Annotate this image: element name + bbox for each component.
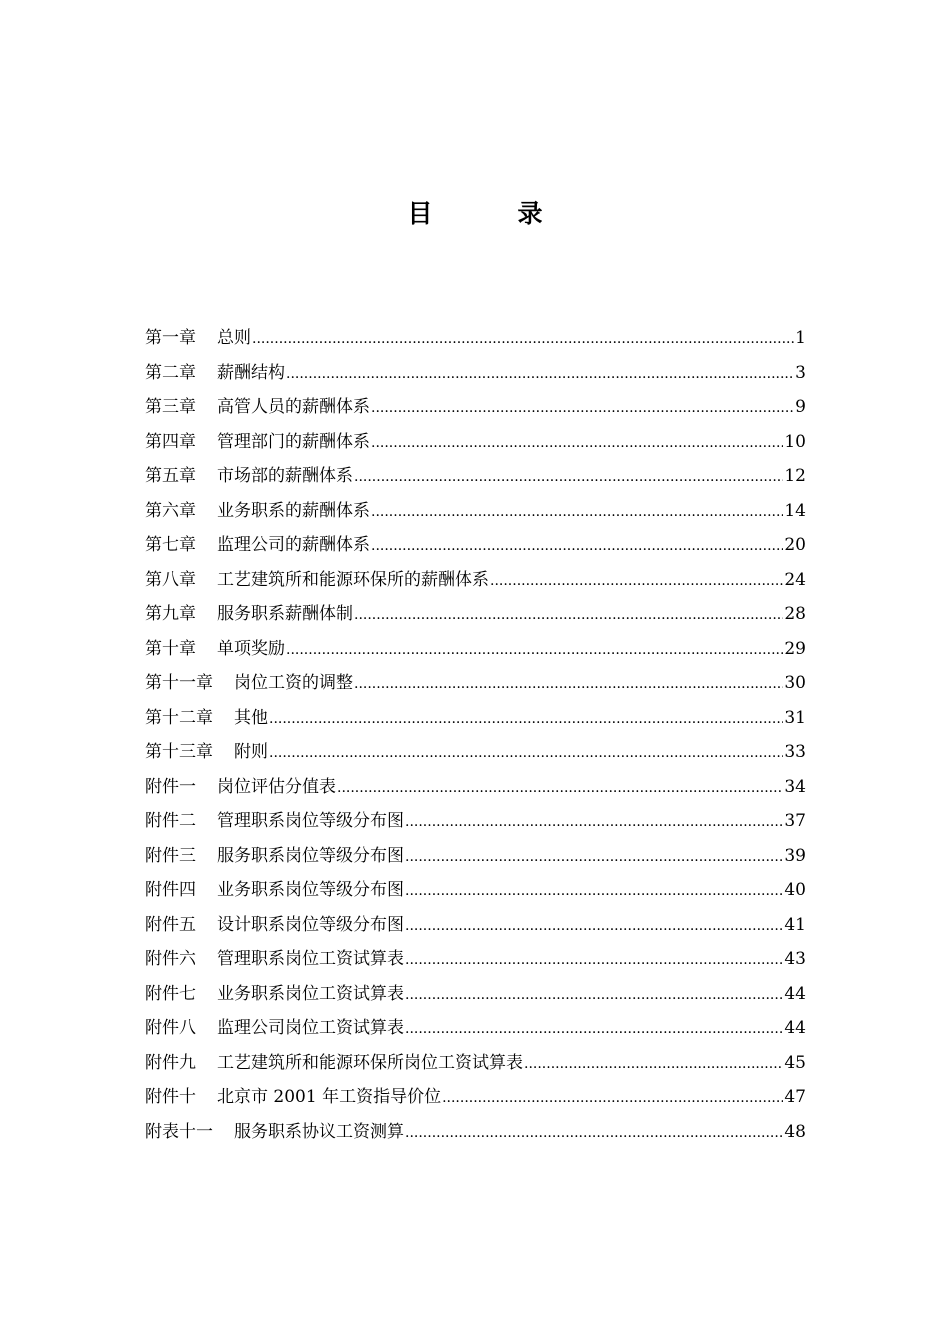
toc-entry[interactable] [145,1046,806,1081]
toc-entry-page-number: 37 [784,811,806,831]
toc-entry-title: 其他 [234,707,268,728]
toc-entry-page-number: 31 [784,707,806,728]
toc-dot-leader [405,873,783,909]
toc-entry-number: 第八章 [145,569,196,590]
toc-dot-leader [405,1115,783,1151]
toc-entry[interactable] [145,908,806,943]
toc-entry-number: 附件九 [145,1052,196,1073]
toc-entry-title: 业务职系的薪酬体系 [217,500,370,521]
toc-entry-number: 第十一章 [145,673,213,693]
toc-dot-leader [354,666,783,702]
toc-dot-leader [269,735,783,771]
toc-entry-page-number: 45 [784,1052,806,1073]
toc-entry-number: 附件一 [145,776,196,797]
toc-entry-page-number: 48 [784,1121,806,1142]
toc-entry-number: 附件三 [145,845,196,866]
toc-dot-leader [405,804,783,840]
toc-entry-title: 北京市 2001 年工资指导价位 [217,1087,442,1107]
toc-entry-number: 附件四 [145,880,196,900]
toc-entry-page-number: 30 [784,673,806,693]
toc-dot-leader [371,494,783,530]
toc-entry-number: 第十三章 [145,742,213,762]
toc-entry[interactable] [145,701,806,736]
toc-entry-title: 服务职系协议工资测算 [234,1121,404,1142]
toc-entry-title: 单项奖励 [217,638,285,659]
toc-entry[interactable] [145,632,806,667]
toc-entry-number: 第一章 [145,328,196,348]
toc-entry-number: 附表十一 [145,1121,213,1142]
toc-entry[interactable] [145,1080,806,1115]
toc-dot-leader [371,425,783,461]
toc-entry[interactable] [145,770,806,805]
toc-entry-title: 岗位评估分值表 [217,776,336,797]
toc-entry-number: 附件七 [145,983,196,1004]
toc-dot-leader [286,632,783,668]
toc-dot-leader [524,1046,783,1082]
toc-dot-leader [405,1011,783,1047]
toc-entry-number: 第十章 [145,638,196,659]
toc-dot-leader [490,563,783,599]
toc-entry[interactable] [145,597,806,632]
toc-entry[interactable] [145,563,806,598]
toc-entry-page-number: 1 [795,328,806,348]
toc-entry-title: 市场部的薪酬体系 [217,466,353,486]
toc-entry-title: 业务职系岗位等级分布图 [217,880,404,900]
toc-entry-page-number: 33 [784,742,806,762]
toc-entry-page-number: 34 [784,776,806,797]
toc-entry[interactable] [145,804,806,839]
toc-entry-title: 工艺建筑所和能源环保所的薪酬体系 [217,569,489,590]
toc-entry-page-number: 10 [784,431,806,452]
toc-dot-leader [371,528,783,564]
toc-entry[interactable] [145,390,806,425]
toc-entry-page-number: 12 [784,466,806,486]
toc-entry-number: 第四章 [145,431,196,452]
toc-entry-page-number: 28 [784,604,806,624]
toc-entry-number: 第三章 [145,397,196,417]
toc-entry-page-number: 3 [795,362,806,383]
toc-entry-number: 附件五 [145,914,196,935]
toc-entry[interactable] [145,356,806,391]
toc-entry-page-number: 41 [784,914,806,935]
toc-entry[interactable] [145,839,806,874]
toc-entry-number: 附件十 [145,1087,196,1107]
toc-dot-leader [252,321,794,357]
toc-entry-title: 薪酬结构 [217,362,285,383]
toc-entry[interactable] [145,942,806,977]
toc-dot-leader [405,839,783,875]
toc-dot-leader [442,1080,783,1116]
toc-entry-title: 高管人员的薪酬体系 [217,397,370,417]
toc-entry[interactable] [145,459,806,494]
toc-entry-number: 第二章 [145,362,196,383]
toc-entry-title: 附则 [234,742,268,762]
toc-entry-page-number: 43 [784,949,806,969]
toc-entry-title: 管理职系岗位工资试算表 [217,949,404,969]
toc-entry[interactable] [145,425,806,460]
toc-entry-title: 服务职系薪酬体制 [217,604,353,624]
toc-entry[interactable] [145,666,806,701]
toc-dot-leader [354,597,783,633]
toc-entry-title: 监理公司的薪酬体系 [217,535,370,555]
toc-entry-title: 管理部门的薪酬体系 [217,431,370,452]
toc-entry-title: 业务职系岗位工资试算表 [217,983,404,1004]
toc-entry-title: 工艺建筑所和能源环保所岗位工资试算表 [217,1052,523,1073]
toc-entry-number: 附件八 [145,1018,196,1038]
toc-entry-title: 服务职系岗位等级分布图 [217,845,404,866]
toc-entry-number: 第六章 [145,500,196,521]
toc-entry-number: 第五章 [145,466,196,486]
toc-entry[interactable] [145,528,806,563]
toc-entry-page-number: 29 [784,638,806,659]
toc-entry[interactable] [145,321,806,356]
toc-entry[interactable] [145,977,806,1012]
toc-entry-title: 监理公司岗位工资试算表 [217,1018,404,1038]
toc-dot-leader [354,459,783,495]
toc-entry-page-number: 40 [784,880,806,900]
toc-entry-page-number: 39 [784,845,806,866]
toc-entry-page-number: 14 [784,500,806,521]
toc-entry[interactable] [145,873,806,908]
toc-dot-leader [405,942,783,978]
toc-entry-number: 附件二 [145,811,196,831]
toc-entry[interactable] [145,1011,806,1046]
toc-dot-leader [405,908,783,944]
toc-entry-number: 附件六 [145,949,196,969]
toc-dot-leader [286,356,794,392]
toc-dot-leader [371,390,794,426]
toc-entry-number: 第十二章 [145,707,213,728]
page-title: 目 录 [407,199,573,228]
toc-entry-number: 第九章 [145,604,196,624]
toc-dot-leader [337,770,783,806]
toc-entry[interactable] [145,735,806,770]
toc-entry-title: 岗位工资的调整 [234,673,353,693]
toc-entry[interactable] [145,494,806,529]
toc-entry[interactable] [145,1115,806,1150]
toc-entry-page-number: 20 [784,535,806,555]
toc-entry-number: 第七章 [145,535,196,555]
table-of-contents [145,321,806,1149]
toc-entry-page-number: 9 [795,397,806,417]
toc-entry-title: 管理职系岗位等级分布图 [217,811,404,831]
toc-entry-title: 总则 [217,328,251,348]
toc-entry-page-number: 44 [784,1018,806,1038]
toc-entry-page-number: 44 [784,983,806,1004]
toc-entry-page-number: 47 [784,1087,806,1107]
toc-entry-page-number: 24 [784,569,806,590]
toc-dot-leader [269,701,783,737]
toc-dot-leader [405,977,783,1013]
toc-entry-title: 设计职系岗位等级分布图 [217,914,404,935]
